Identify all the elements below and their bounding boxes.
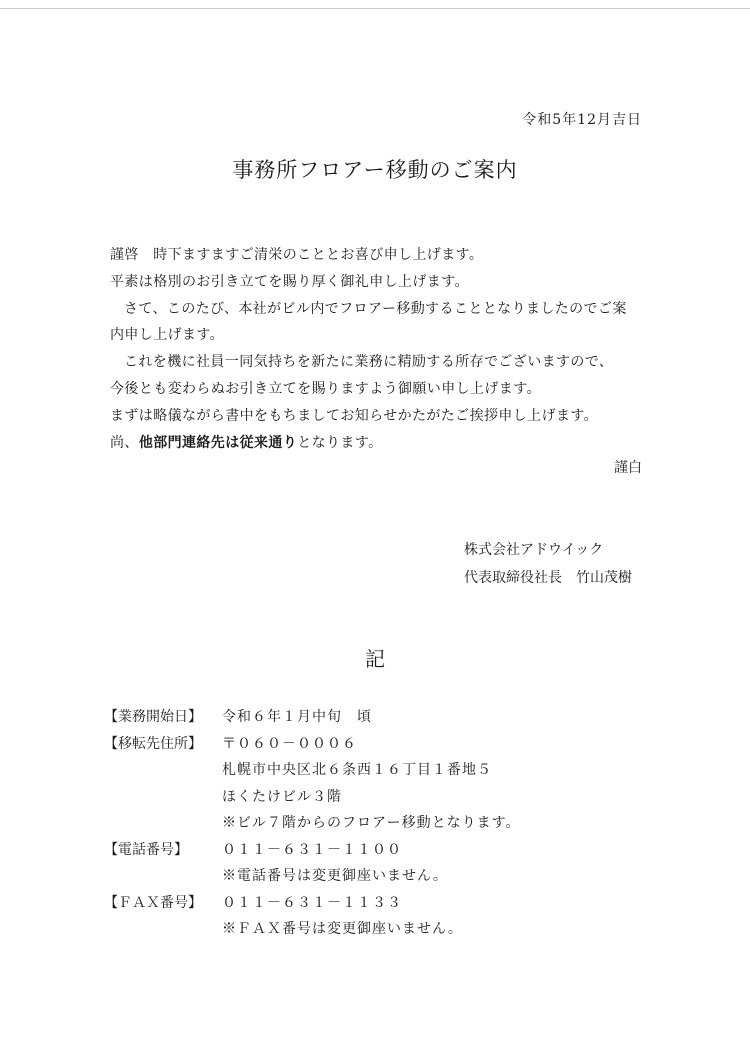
closing-remark-line: まずは略儀ながら書中をもちましてお知らせかたがたご挨拶申し上げます。 bbox=[110, 407, 599, 424]
phone-label: 【電話番号】 bbox=[104, 841, 188, 858]
address-line-2-row bbox=[104, 784, 520, 811]
sender-block bbox=[464, 536, 632, 592]
thanks-line: 平素は格別のお引き立てを賜り厚く御礼申し上げます。 bbox=[110, 273, 469, 290]
phone-row bbox=[104, 837, 520, 864]
contact-note-bold: 他部門連絡先は従来通り bbox=[138, 434, 298, 451]
address-line-1: 札幌市中央区北６条西１６丁目１番地５ bbox=[222, 762, 492, 778]
contact-note-line bbox=[110, 430, 655, 457]
postal-code: 〒０６０－０００６ bbox=[222, 735, 357, 752]
fax-label: 【ＦＡＸ番号】 bbox=[104, 894, 202, 911]
phone-number: ０１１－６３１－１１００ bbox=[222, 841, 402, 858]
fax-number: ０１１－６３１－１１３３ bbox=[222, 894, 402, 911]
phone-note: ※電話番号は変更御座いません。 bbox=[222, 868, 448, 884]
announcement-line-1: さて、このたび、本社がビル内でフロアー移動することとなりましたのでご案 bbox=[124, 300, 627, 317]
issue-date: 令和5年12月吉日 bbox=[522, 112, 642, 128]
phone-note-row bbox=[104, 863, 520, 890]
fax-note: ※ＦＡＸ番号は変更御座いません。 bbox=[222, 921, 463, 937]
address-note: ※ビル７階からのフロアー移動となります。 bbox=[222, 815, 521, 831]
start-date-value: 令和６年１月中旬 頃 bbox=[222, 709, 372, 725]
letter-body bbox=[110, 242, 655, 456]
address-line-1-row bbox=[104, 757, 520, 784]
commitment-line-1: これを機に社員一同気持ちを新たに業務に精励する所存でございますので、 bbox=[124, 354, 614, 371]
announcement-line-2: 内申し上げます。 bbox=[110, 327, 225, 344]
top-border-line bbox=[0, 8, 750, 9]
address-line-2: ほくたけビル３階 bbox=[222, 788, 342, 805]
document-title: 事務所フロアー移動のご案内 bbox=[232, 158, 518, 182]
details-block bbox=[104, 704, 520, 943]
ki-heading: 記 bbox=[365, 647, 385, 671]
company-name: 株式会社アドウイック bbox=[464, 542, 604, 558]
greeting-line: 謹啓 時下ますますご清栄のこととお喜び申し上げます。 bbox=[110, 247, 484, 263]
address-note-row bbox=[104, 810, 520, 837]
address-label: 【移転先住所】 bbox=[104, 735, 202, 752]
closing-word: 謹白 bbox=[614, 460, 642, 476]
fax-row bbox=[104, 890, 520, 917]
start-date-row bbox=[104, 704, 520, 731]
address-row bbox=[104, 731, 520, 758]
contact-note-suffix: となります。 bbox=[297, 434, 383, 451]
representative-name: 代表取締役社長 竹山茂樹 bbox=[464, 570, 632, 586]
commitment-line-2: 今後とも変わらぬお引き立てを賜りますよう御願い申し上げます。 bbox=[110, 380, 541, 397]
start-date-label: 【業務開始日】 bbox=[104, 709, 202, 725]
contact-note-prefix: 尚、 bbox=[110, 434, 139, 451]
fax-note-row bbox=[104, 916, 520, 943]
